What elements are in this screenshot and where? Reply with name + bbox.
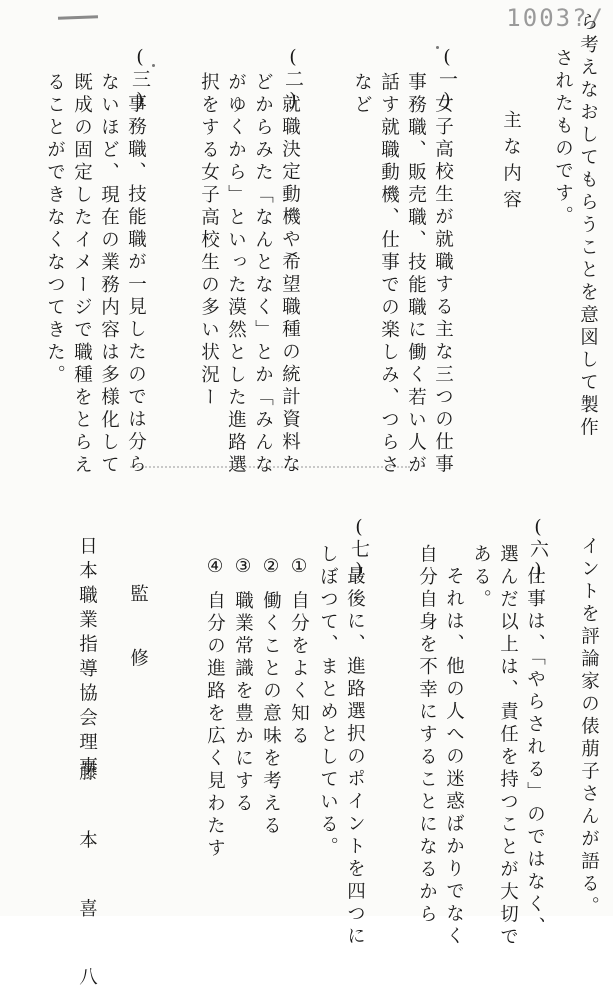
section-1-line3: 話す就職動機、仕事での楽しみ、つらさ xyxy=(378,72,400,477)
point-item-4: ④ 自分の進路を広く見わたす xyxy=(204,556,226,861)
point-item-1: ① 自分をよく知る xyxy=(288,556,310,749)
intro-continuation-line2: されたものです。 xyxy=(552,48,574,228)
section-7-marker: (七) xyxy=(348,516,370,582)
section-3-line3: 既成の固定したイメージで職種をとらえ xyxy=(71,72,93,477)
section-6-line1: 仕事は、「やらされる」のではなく、 xyxy=(524,566,546,940)
pen-mark xyxy=(58,15,98,19)
section-2-line4: 択をする女子高校生の多い状況ー xyxy=(198,72,220,410)
supervisor-name: 藤 本 喜 八 xyxy=(76,762,98,1008)
section-1-line2: 事務職、販売職、技能職に働く若い人が xyxy=(405,72,427,477)
section-6-line4: それは、他の人への迷惑ばかりでなく xyxy=(443,566,465,949)
point-item-3: ③ 職業常識を豊かにする xyxy=(232,556,254,816)
section-5-continuation: イントを評論家の俵萠子さんが語る。 xyxy=(578,536,600,919)
intro-continuation-line1: ら考えなおしてもらうことを意図して製作 xyxy=(577,12,599,440)
section-6-line2: 選んだ以上は、責任を持つことが大切で xyxy=(497,544,519,949)
section-6-line3: ある。 xyxy=(470,544,492,612)
section-2-line3: がゆくから」といった漠然とした進路選 xyxy=(225,72,247,477)
section-2-marker: (二) xyxy=(282,46,304,112)
section-6-line5: 自分自身を不幸にすることになるから xyxy=(416,544,438,927)
section-3-line1: 事務職、技能職が一見したのでは分ら xyxy=(125,94,147,477)
section-3-line2: ないほど、現在の業務内容は多様化して xyxy=(98,72,120,477)
section-2-line1: 就職決定動機や希望職種の統計資料な xyxy=(279,94,301,477)
section-1-marker: (一) xyxy=(436,46,458,112)
main-contents-heading: 主な内容 xyxy=(500,110,522,216)
point-item-2: ② 働くことの意味を考える xyxy=(260,556,282,839)
supervision-label: 監 修 xyxy=(127,584,149,687)
section-1-line1: 女子高校生が就職する主な三つの仕事 xyxy=(432,94,454,477)
archive-stamp: 1003?/ xyxy=(506,4,605,32)
section-1-line4: など xyxy=(351,72,373,117)
section-7-line1: 最後に、進路選択のポイントを四つに xyxy=(344,566,366,949)
section-3-marker: (三) xyxy=(129,46,151,112)
section-2-line2: どからみた「なんとなく」とか「みんな xyxy=(252,72,274,477)
section-3-line4: ることができなくなつてきた。 xyxy=(44,72,66,387)
section-6-marker: (六) xyxy=(527,516,549,582)
section-7-line2: しぼつて、まとめとしている。 xyxy=(317,544,339,859)
supervisor-organization: 日本職業指導協会理事 xyxy=(76,536,98,781)
